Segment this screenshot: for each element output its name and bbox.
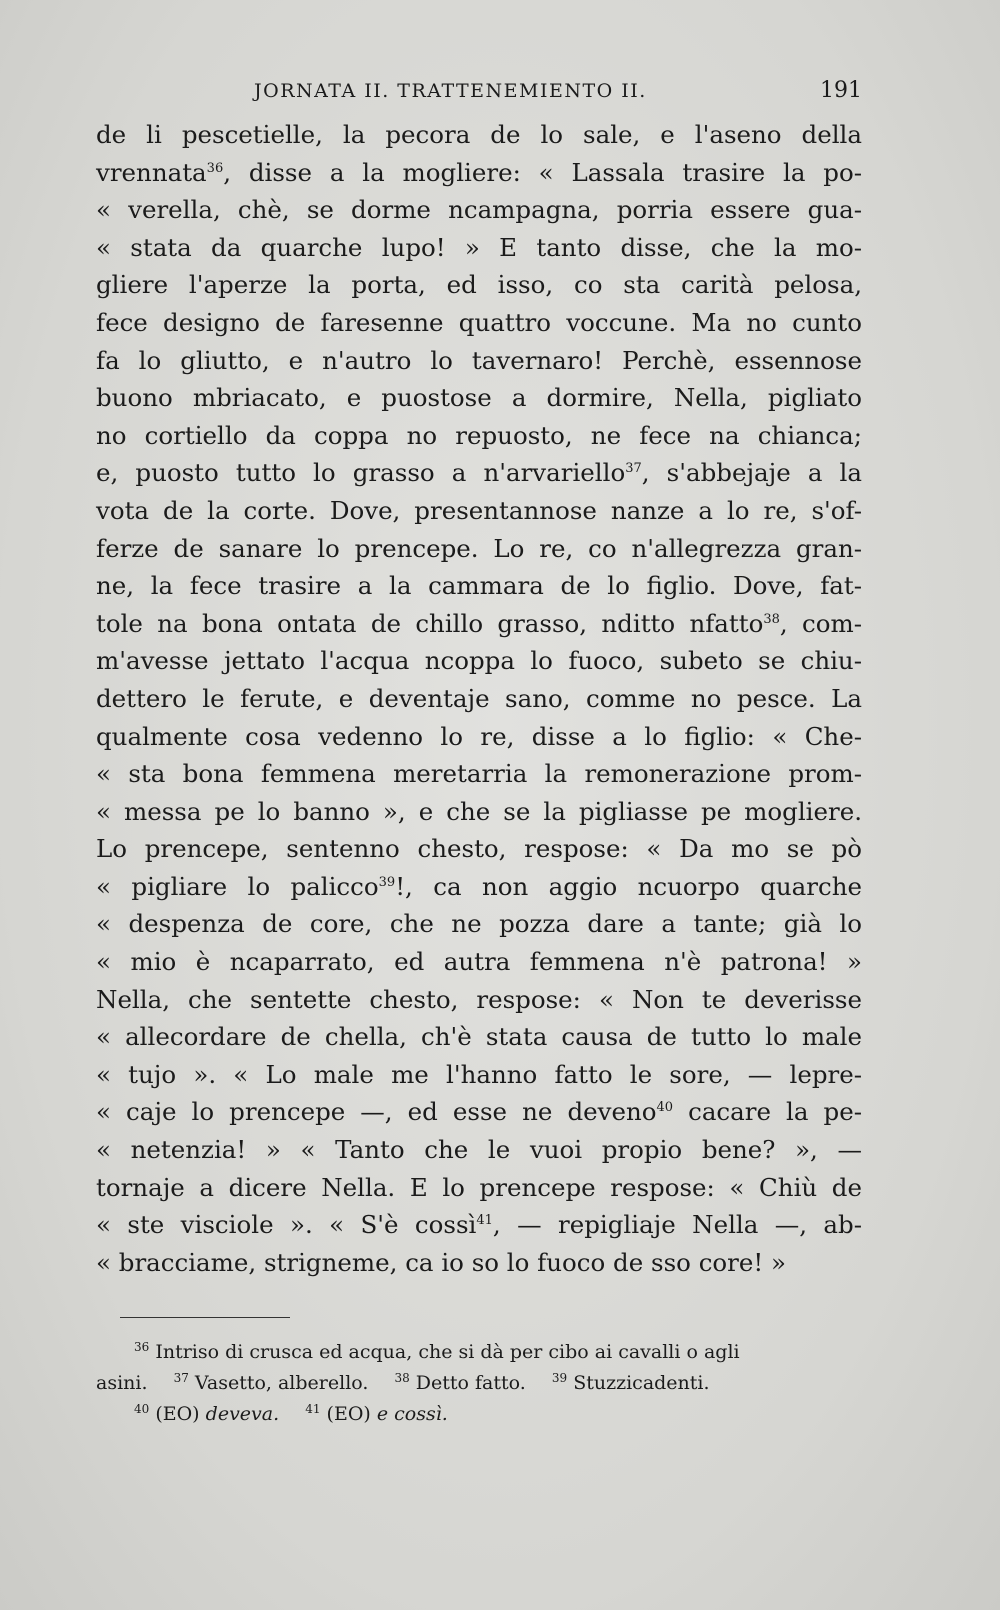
text-line: « mio è ncaparrato, ed autra femmena n'è patrona! » [96, 947, 862, 977]
text-line: e, puosto tutto lo grasso a n'arvariello$^{37}$, s'abbejaje a la [96, 458, 862, 488]
text-line: Nella, che sentette chesto, respose: « Non te deverisse [96, 984, 862, 1014]
footnote-text: e cossì. [376, 1403, 448, 1425]
text-line: « pigliare lo palicco$^{39}$!, ca non aggio ncuorpo quarche [96, 871, 862, 901]
text-line: Lo prencepe, sentenno chesto, respose: « Da mo se pò [96, 834, 862, 864]
footnote-text: (EO) [326, 1403, 371, 1425]
footnote-text: Detto fatto. [415, 1372, 526, 1394]
text-line: tole na bona ontata de chillo grasso, nditto nfatto$^{38}$, com- [96, 608, 862, 638]
text-line: vrennata$^{36}$, disse a la mogliere: « Lassala trasire la po- [96, 157, 862, 187]
main-text [96, 116, 862, 1281]
footnote-line [96, 1337, 876, 1368]
text-line: « despenza de core, che ne pozza dare a tante; già lo [96, 909, 862, 939]
footnote-text: Vasetto, alberello. [194, 1372, 369, 1394]
footnote-text: asini. [96, 1372, 148, 1394]
text-line: « sta bona femmena meretarria la remonerazione prom- [96, 759, 862, 789]
footnote-number: 37 [173, 1371, 189, 1385]
footnote-number: 41 [305, 1402, 321, 1416]
footnote-text: Intriso di crusca ed acqua, che si dà per cibo ai cavalli o agli [155, 1341, 740, 1363]
text-line: « caje lo prencepe —, ed esse ne deveno$^{40}$ cacare la pe- [96, 1097, 862, 1127]
text-line: buono mbriacato, e puostose a dormire, Nella, pigliato [96, 383, 862, 413]
page-number: 191 [820, 78, 862, 103]
text-line: dettero le ferute, e deventaje sano, comme no pesce. La [96, 683, 862, 713]
footnote-ref: 40 [656, 1100, 674, 1116]
footnotes [96, 1337, 876, 1430]
text-line: tornaje a dicere Nella. E lo prencepe respose: « Chiù de [96, 1172, 862, 1202]
text-line: no cortiello da coppa no repuosto, ne fece na chianca; [96, 420, 862, 450]
footnote-number: 40 [134, 1402, 150, 1416]
footnote-line [96, 1368, 876, 1399]
text-line: qualmente cosa vedenno lo re, disse a lo figlio: « Che- [96, 721, 862, 751]
footnote-number: 38 [394, 1371, 410, 1385]
text-line: « verella, chè, se dorme ncampagna, porria essere gua- [96, 195, 862, 225]
running-head: JORNATA II. TRATTENEMIENTO II. [254, 80, 647, 102]
text-line: de li pescetielle, la pecora de lo sale, e l'aseno della [96, 120, 862, 149]
text-line: « bracciame, strigneme, ca io so lo fuoco de sso core! » [96, 1247, 786, 1277]
text-line: vota de la corte. Dove, presentannose nanze a lo re, s'of- [96, 495, 862, 525]
text-line: « stata da quarche lupo! » E tanto disse, che la mo- [96, 232, 862, 262]
text-line: m'avesse jettato l'acqua ncoppa lo fuoco, subeto se chiu- [96, 646, 862, 676]
footnote-number: 36 [134, 1340, 150, 1354]
text-line: fece designo de faresenne quattro voccune. Ma no cunto [96, 307, 862, 337]
footnote-number: 39 [551, 1371, 568, 1385]
text-line: « messa pe lo banno », e che se la pigliasse pe mogliere. [96, 796, 862, 826]
footnote-ref: 41 [476, 1213, 493, 1229]
footnote-divider [120, 1317, 290, 1318]
footnote-text: deveva. [205, 1403, 280, 1425]
text-line: « tujo ». « Lo male me l'hanno fatto le sore, — lepre- [96, 1059, 862, 1089]
footnote-ref: 36 [206, 160, 224, 176]
text-line: ne, la fece trasire a la cammara de lo figlio. Dove, fat- [96, 571, 862, 601]
footnote-text: (EO) [155, 1403, 200, 1425]
footnote-ref: 39 [378, 874, 396, 890]
footnote-line [96, 1399, 876, 1430]
text-line: ferze de sanare lo prencepe. Lo re, co n'allegrezza gran- [96, 533, 862, 563]
text-line: « allecordare de chella, ch'è stata causa de tutto lo male [96, 1022, 862, 1052]
footnote-ref: 38 [763, 611, 780, 627]
text-line: gliere l'aperze la porta, ed isso, co sta carità pelosa, [96, 270, 862, 300]
footnote-ref: 37 [625, 461, 642, 477]
text-line: « ste visciole ». « S'è cossì$^{41}$, — repigliaje Nella —, ab- [96, 1210, 863, 1240]
text-line: « netenzia! » « Tanto che le vuoi propio bene? », — [96, 1135, 862, 1165]
page-header [96, 78, 862, 108]
footnote-text: Stuzzicadenti. [573, 1372, 710, 1394]
text-line: fa lo gliutto, e n'autro lo tavernaro! Perchè, essennose [96, 345, 862, 375]
